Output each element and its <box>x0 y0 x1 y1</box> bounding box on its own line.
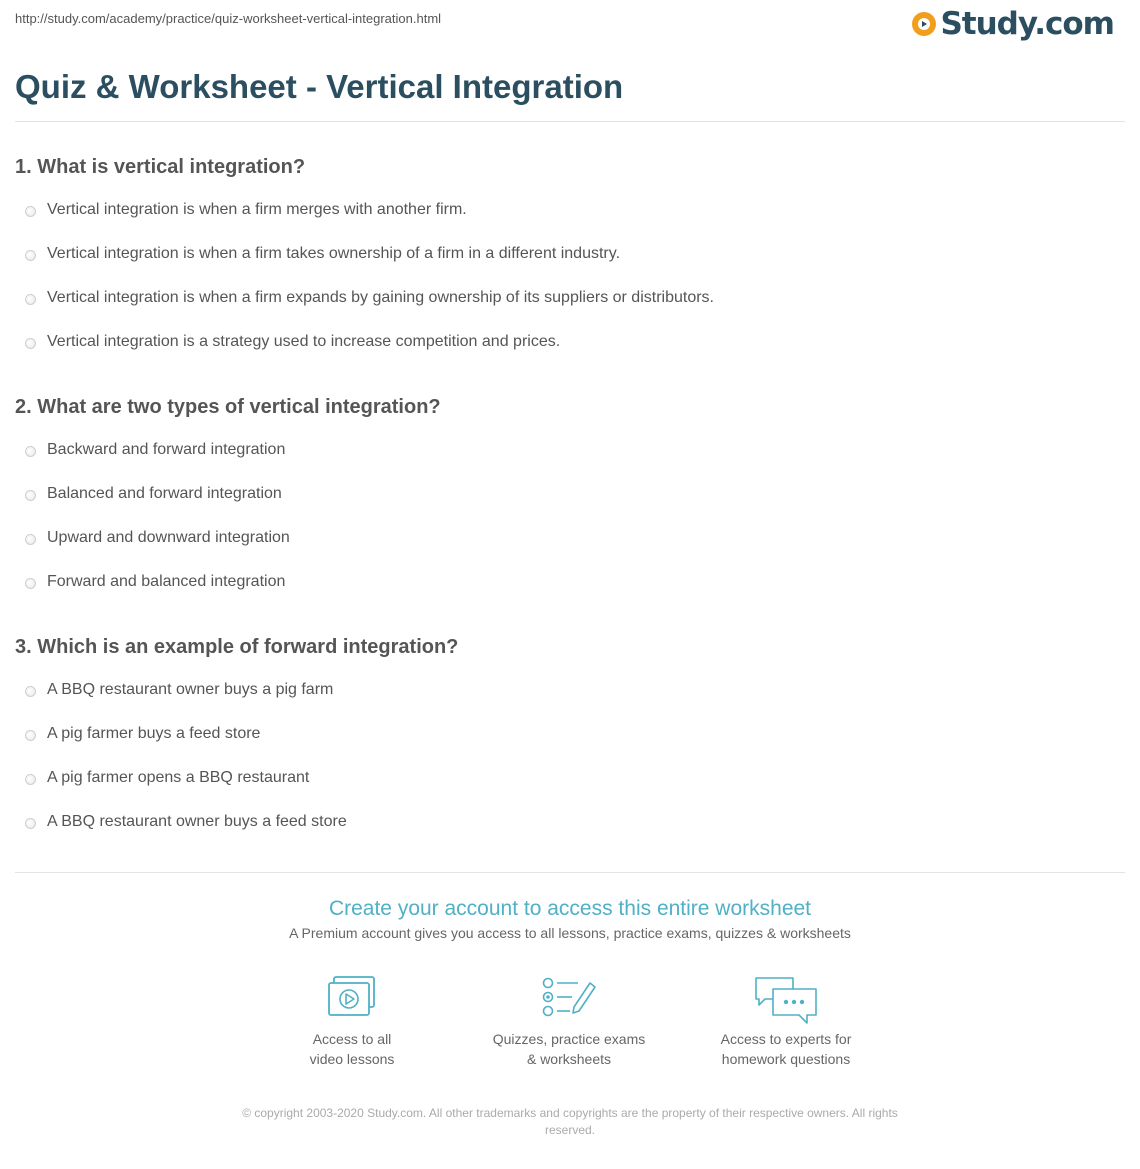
title-divider <box>15 121 1125 122</box>
radio-button[interactable] <box>25 578 36 589</box>
feature-quizzes <box>469 975 669 1069</box>
answer-text: Upward and downward integration <box>47 529 290 546</box>
answer-text: Vertical integration is when a firm takes ownership of a firm in a different industry. <box>47 245 621 262</box>
answer-text: A BBQ restaurant owner buys a pig farm <box>47 681 334 698</box>
answer-option[interactable] <box>15 811 1125 855</box>
page-url: http://study.com/academy/practice/quiz-worksheet-vertical-integration.html <box>15 11 442 26</box>
feature-label-line: video lessons <box>309 1051 395 1067</box>
radio-button[interactable] <box>25 250 36 261</box>
answer-option[interactable] <box>15 199 1125 243</box>
answer-option[interactable] <box>15 243 1125 287</box>
feature-label-line: Access to all <box>312 1031 392 1047</box>
radio-button[interactable] <box>25 686 36 697</box>
question-title: 2. What are two types of vertical integration? <box>15 396 441 418</box>
answer-option[interactable] <box>15 527 1125 571</box>
radio-button[interactable] <box>25 294 36 305</box>
answer-option[interactable] <box>15 679 1125 723</box>
cta-subtitle: A Premium account gives you access to all lessons, practice exams, quizzes & worksheets <box>289 925 851 941</box>
answer-option[interactable] <box>15 723 1125 767</box>
feature-video-lessons <box>252 975 452 1069</box>
radio-button[interactable] <box>25 818 36 829</box>
page-title: Quiz & Worksheet - Vertical Integration <box>15 68 624 105</box>
answer-option[interactable] <box>15 571 1125 615</box>
answer-text: Balanced and forward integration <box>47 485 282 502</box>
feature-label <box>469 1029 669 1069</box>
question-2 <box>15 393 1125 615</box>
radio-button[interactable] <box>25 534 36 545</box>
radio-button[interactable] <box>25 338 36 349</box>
answer-option[interactable] <box>15 483 1125 527</box>
quiz-checklist-icon <box>540 975 598 1021</box>
study-logo[interactable] <box>912 6 1114 42</box>
question-3 <box>15 633 1125 855</box>
top-bar <box>0 0 1140 50</box>
question-title: 3. Which is an example of forward integration? <box>15 636 459 658</box>
answer-option[interactable] <box>15 331 1125 375</box>
cta-divider <box>15 872 1125 873</box>
radio-button[interactable] <box>25 206 36 217</box>
answer-text: A BBQ restaurant owner buys a feed store <box>47 813 347 830</box>
radio-button[interactable] <box>25 730 36 741</box>
radio-button[interactable] <box>25 774 36 785</box>
feature-label-line: Quizzes, practice exams <box>492 1031 646 1047</box>
answer-text: Forward and balanced integration <box>47 573 286 590</box>
cta-link[interactable]: Create your account to access this entire worksheet <box>328 897 812 920</box>
answer-text: Vertical integration is a strategy used to increase competition and prices. <box>47 333 561 350</box>
video-lessons-icon <box>326 975 378 1021</box>
footer-line: © copyright 2003-2020 Study.com. All other trademarks and copyrights are the property of their respective owners. All rights <box>242 1106 898 1120</box>
answer-list <box>15 679 1125 855</box>
feature-label-line: Access to experts for <box>720 1031 852 1047</box>
copyright-footer <box>210 1105 930 1139</box>
answer-list <box>15 199 1125 375</box>
radio-button[interactable] <box>25 490 36 501</box>
answer-text: Vertical integration is when a firm merges with another firm. <box>47 201 467 218</box>
answer-text: Vertical integration is when a firm expands by gaining ownership of its suppliers or distributors. <box>47 289 714 306</box>
play-logo-icon <box>912 12 936 36</box>
answer-text: A pig farmer opens a BBQ restaurant <box>47 769 310 786</box>
question-title: 1. What is vertical integration? <box>15 156 306 178</box>
radio-button[interactable] <box>25 446 36 457</box>
answer-text: Backward and forward integration <box>47 441 286 458</box>
chat-bubble-icon <box>753 975 819 1027</box>
footer-line: reserved. <box>544 1123 596 1137</box>
feature-label <box>686 1029 886 1069</box>
feature-label-line: homework questions <box>721 1051 851 1067</box>
answer-option[interactable] <box>15 767 1125 811</box>
answer-option[interactable] <box>15 287 1125 331</box>
feature-label-line: & worksheets <box>526 1051 612 1067</box>
question-1 <box>15 153 1125 375</box>
signup-cta <box>0 895 1140 941</box>
answer-text: A pig farmer buys a feed store <box>47 725 261 742</box>
brand-name: Study.com <box>940 6 1114 42</box>
feature-label <box>252 1029 452 1069</box>
feature-experts <box>686 975 886 1069</box>
answer-option[interactable] <box>15 439 1125 483</box>
answer-list <box>15 439 1125 615</box>
